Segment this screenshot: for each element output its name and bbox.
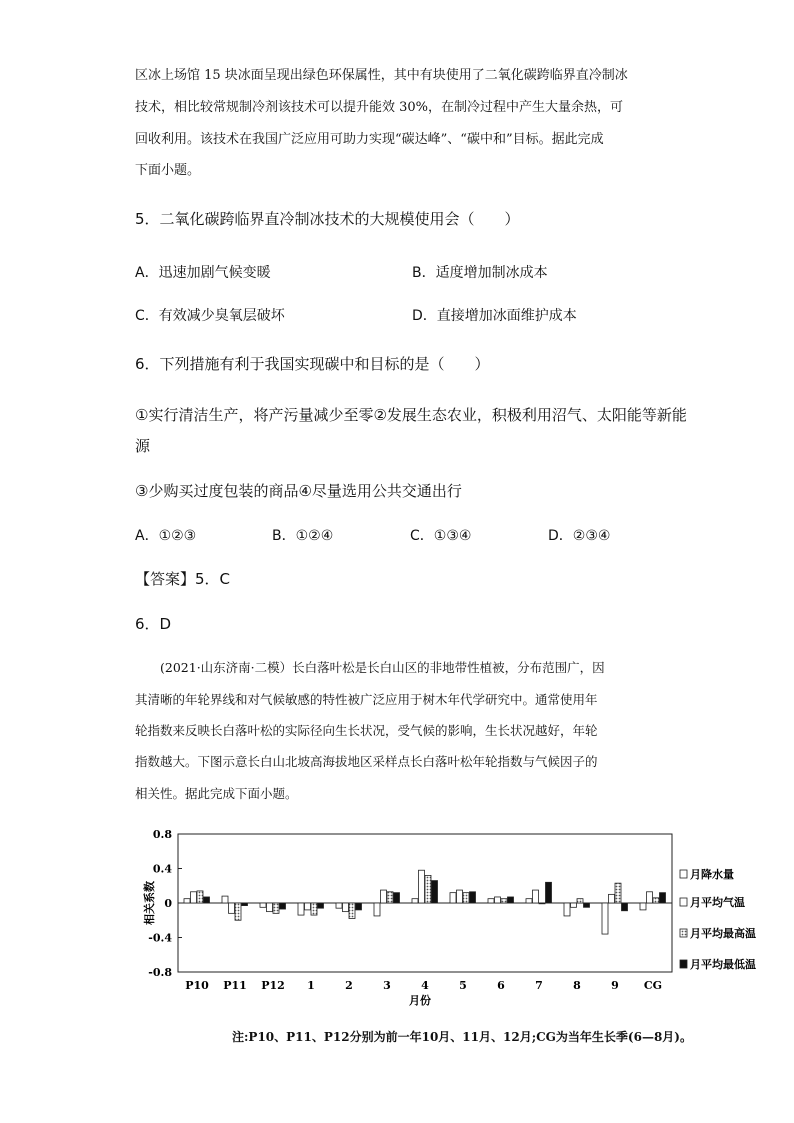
- x-tick-label: 7: [535, 979, 543, 992]
- question-5-option-d: D．直接增加冰面维护成本: [412, 308, 577, 324]
- bar: [267, 903, 273, 912]
- passage-2-line-5: 相关性。据此完成下面小题。: [135, 786, 298, 801]
- x-tick-label: 3: [383, 979, 391, 992]
- x-tick-label: CG: [643, 979, 663, 992]
- x-tick-label: P12: [261, 979, 285, 992]
- bar: [229, 903, 235, 913]
- x-tick-label: P10: [185, 979, 209, 992]
- question-6-item-line-1b: 源: [135, 437, 151, 455]
- x-tick-label: 2: [345, 979, 353, 992]
- question-6-option-b: B．①②④: [272, 528, 334, 544]
- bar: [564, 903, 570, 916]
- x-axis-label: 月份: [409, 994, 431, 1007]
- bar: [450, 893, 456, 903]
- passage-2-line-2: 其清晰的年轮界线和对气候敏感的特性被广泛应用于树木年代学研究中。通常使用年: [135, 692, 598, 707]
- bar: [526, 899, 532, 903]
- bar: [457, 890, 463, 903]
- bar: [311, 903, 317, 915]
- x-tick-label: 5: [459, 979, 467, 992]
- legend-swatch: [680, 929, 687, 937]
- bar: [197, 891, 203, 903]
- legend-label: 月平均最低温: [690, 958, 756, 971]
- y-tick-label: 0.4: [152, 862, 172, 876]
- question-6-stem: 6．下列措施有利于我国实现碳中和目标的是（ ）: [135, 355, 490, 373]
- bar: [432, 881, 438, 903]
- bar: [647, 892, 653, 903]
- question-5-option-b: B．适度增加制冰成本: [412, 265, 548, 281]
- x-tick-label: 6: [497, 979, 505, 992]
- y-tick-label: -0.4: [148, 931, 172, 945]
- bar: [602, 903, 608, 934]
- legend-swatch: [680, 870, 687, 878]
- bar: [242, 903, 248, 906]
- bar: [191, 892, 197, 903]
- bar: [184, 899, 190, 903]
- bar: [495, 897, 501, 903]
- bar: [381, 890, 387, 903]
- x-tick-label: P11: [223, 979, 247, 992]
- question-6-item-line-1: ①实行清洁生产，将产污量减少至零②发展生态农业，积极利用沼气、太阳能等新能: [135, 406, 687, 424]
- bar: [343, 903, 349, 912]
- bar: [280, 903, 286, 909]
- bar: [260, 903, 266, 907]
- legend-swatch: [680, 960, 687, 968]
- bar: [273, 903, 279, 913]
- intro-line-4: 下面小题。: [135, 163, 201, 178]
- y-tick-label: 0: [164, 897, 172, 910]
- question-6-item-line-2: ③少购买过度包装的商品④尽量选用公共交通出行: [135, 482, 462, 500]
- intro-line-2: 技术，相比较常规制冷剂该技术可以提升能效 30%，在制冷过程中产生大量余热，可: [135, 100, 624, 115]
- bar: [298, 903, 304, 915]
- bar: [546, 882, 552, 903]
- x-tick-label: 8: [573, 979, 581, 992]
- bar: [374, 903, 380, 916]
- y-tick-label: 0.8: [152, 828, 172, 841]
- bar: [571, 903, 577, 907]
- bar: [419, 870, 425, 903]
- legend-swatch: [680, 898, 687, 906]
- bar: [204, 897, 210, 903]
- bar: [387, 892, 393, 903]
- legend-label: 月平均最高温: [690, 927, 756, 940]
- legend-label: 月降水量: [690, 868, 734, 881]
- answer-line-1: 【答案】5．C: [135, 570, 231, 588]
- passage-2-line-4: 指数越大。下图示意长白山北坡高海拔地区采样点长白落叶松年轮指数与气候因子的: [135, 754, 598, 769]
- x-tick-label: 9: [611, 979, 619, 992]
- intro-line-1: 区冰上场馆 15 块冰面呈现出绿色环保属性，其中有块使用了二氧化碳跨临界直冷制冰: [135, 68, 628, 83]
- bar: [336, 903, 342, 908]
- y-axis-label: 相关系数: [143, 881, 156, 925]
- bar: [463, 893, 469, 903]
- bar: [470, 892, 476, 903]
- question-5-option-a: A．迅速加剧气候变暖: [135, 265, 271, 281]
- bar: [501, 899, 507, 903]
- bar: [394, 893, 400, 903]
- x-tick-label: 1: [307, 979, 315, 992]
- bar: [222, 896, 228, 903]
- bar: [235, 903, 241, 920]
- bar: [539, 903, 545, 904]
- bar: [305, 903, 311, 910]
- bar: [349, 903, 355, 919]
- y-tick-label: -0.8: [148, 966, 172, 979]
- bar: [356, 903, 362, 910]
- question-6-option-a: A．①②③: [135, 528, 197, 544]
- bar: [318, 903, 324, 908]
- bar: [609, 894, 615, 903]
- bar: [640, 903, 646, 910]
- bar: [615, 883, 621, 903]
- bar: [660, 893, 666, 903]
- question-5-option-c: C．有效减少臭氧层破坏: [135, 308, 285, 324]
- chart-note: 注:P10、P11、P12分别为前一年10月、11月、12月;CG为当年生长季(6—8月)。: [232, 1030, 692, 1044]
- legend-label: 月平均气温: [690, 896, 745, 909]
- bar: [584, 903, 590, 907]
- bar: [533, 890, 539, 903]
- answer-line-2: 6．D: [135, 615, 172, 633]
- question-6-option-c: C．①③④: [410, 528, 472, 544]
- bar: [577, 899, 583, 903]
- question-6-option-d: D．②③④: [548, 528, 611, 544]
- correlation-bar-chart: [0, 822, 794, 1052]
- passage-2-line-3: 轮指数来反映长白落叶松的实际径向生长状况，受气候的影响，生长状况越好，年轮: [135, 723, 598, 738]
- bar: [412, 899, 418, 903]
- bar: [425, 875, 431, 903]
- bar: [653, 898, 659, 903]
- bar: [508, 897, 514, 903]
- passage-2-line-1: (2021·山东济南·二模）长白落叶松是长白山区的非地带性植被，分布范围广，因: [135, 660, 605, 675]
- bar: [622, 903, 628, 911]
- question-5-stem: 5．二氧化碳跨临界直冷制冰技术的大规模使用会（ ）: [135, 210, 520, 228]
- intro-line-3: 回收利用。该技术在我国广泛应用可助力实现“碳达峰”、“碳中和”目标。据此完成: [135, 132, 604, 147]
- bar: [488, 899, 494, 903]
- x-tick-label: 4: [421, 979, 429, 992]
